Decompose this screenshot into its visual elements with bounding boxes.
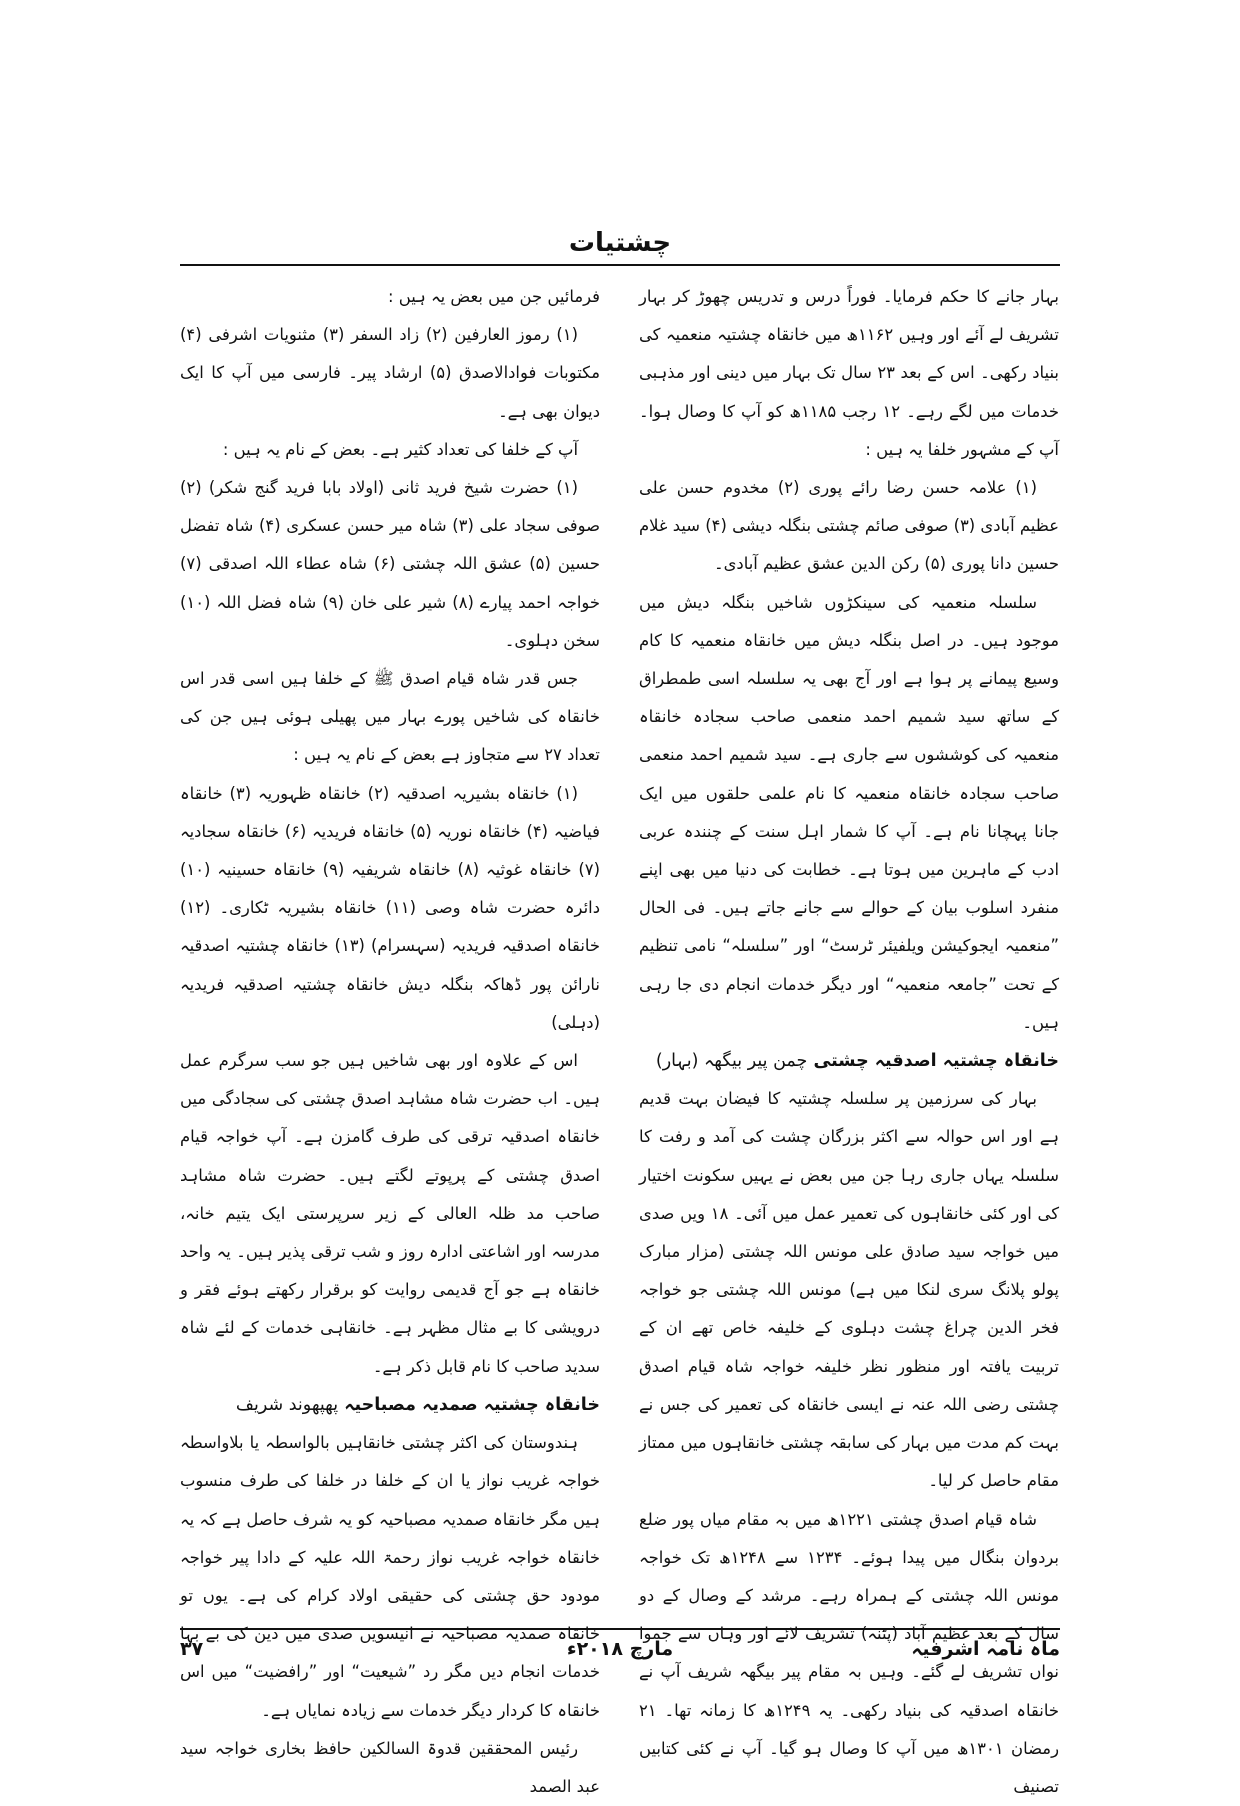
- page-footer: [180, 1638, 1060, 1678]
- paragraph: شاہ قیام اصدق چشتی ۱۲۲۱ھ میں بہ مقام میاں پور ضلع بردوان بنگال میں پیدا ہوئے۔ ۱۲۳۴ سے ۱۲۴۸ھ تک خواجہ مونس اللہ چشتی کے ہمراہ رہے۔ مرشد کے وصال کے دو سال کے بعد عظیم آباد (پٹنہ) تشریف لائے اور وہاں سے جموا نواں تشریف لے گئے۔ وہیں بہ مقام پیر بیگھہ شریف آپ نے خانقاہ اصدقیہ کی بنیاد رکھی۔ یہ ۱۲۴۹ھ کا زمانہ تھا۔ ۲۱ رمضان ۱۳۰۱ھ میں آپ کا وصال ہو گیا۔ آپ نے کئی کتابیں تصنیف: [639, 1501, 1059, 1806]
- section-heading: [639, 1042, 1059, 1080]
- paragraph: ہندوستان کی اکثر چشتی خانقاہیں بالواسطہ یا بلاواسطہ خواجہ غریب نواز یا ان کے خلفا در خلفا کی طرف منسوب ہیں مگر خانقاہ صمدیہ مصباحیہ کو یہ شرف حاصل ہے کہ یہ خانقاہ خواجہ غریب نواز رحمۃ اللہ علیہ کے دادا پیر خواجہ مودود حق چشتی کی حقیقی اولاد کرام کی ہے۔ یوں تو خانقاہ صمدیہ مصباحیہ نے انیسویں صدی میں دین کی بے بہا خدمات انجام دیں مگر رد ”شیعیت“ اور ”رافضیت“ میں اس خانقاہ کا کردار دیگر خدمات سے زیادہ نمایاں ہے۔: [180, 1424, 600, 1730]
- paragraph: (۱) رموز العارفین (۲) زاد السفر (۳) مثنویات اشرفی (۴) مکتوبات فوادالاصدق (۵) ارشاد پیر۔ فارسی میں آپ کا ایک دیوان بھی ہے۔: [180, 316, 600, 431]
- footer-magazine-name: ماہ نامہ اشرفیہ: [911, 1638, 1060, 1660]
- section-heading-sub: چمن پیر بیگھہ (بہار): [656, 1051, 807, 1071]
- paragraph: رئیس المحققین قدوۃ السالکین حافظ بخاری خواجہ سید عبد الصمد: [180, 1730, 600, 1806]
- section-heading: [180, 1386, 600, 1424]
- header-rule: [180, 264, 1060, 266]
- paragraph: سلسلہ منعمیہ کی سینکڑوں شاخیں بنگلہ دیش میں موجود ہیں۔ در اصل بنگلہ دیش میں خانقاہ منعمیہ کا کام وسیع پیمانے پر ہوا ہے اور آج بھی یہ سلسلہ اسی طمطراق کے ساتھ سید شمیم احمد منعمی صاحب سجادہ خانقاہ منعمیہ کی کوششوں سے جاری ہے۔ سید شمیم احمد منعمی صاحب سجادہ خانقاہ منعمیہ کا نام علمی حلقوں میں ایک جانا پہچانا نام ہے۔ آپ کا شمار اہل سنت کے چنندہ عربی ادب کے ماہرین میں ہوتا ہے۔ خطابت کی دنیا میں بھی اپنے منفرد اسلوب بیان کے حوالے سے جانے جاتے ہیں۔ فی الحال ”منعمیہ ایجوکیشن ویلفیئر ٹرسٹ“ اور ”سلسلہ“ نامی تنظیم کے تحت ”جامعہ منعمیہ“ اور دیگر خدمات انجام دی جا رہی ہیں۔: [639, 584, 1059, 1042]
- footer-date: مارچ ۲۰۱۸ء: [180, 1638, 1060, 1660]
- paragraph: آپ کے خلفا کی تعداد کثیر ہے۔ بعض کے نام یہ ہیں :: [180, 431, 600, 469]
- page-header-title: چشتیات: [0, 228, 1240, 258]
- section-heading-main: خانقاہ چشتیہ صمدیہ مصباحیہ: [344, 1395, 600, 1415]
- paragraph: (۱) حضرت شیخ فرید ثانی (اولاد بابا فرید گنج شکر) (۲) صوفی سجاد علی (۳) شاہ میر حسن عسکری (۴) شاہ تفضل حسین (۵) عشق اللہ چشتی (۶) شاہ عطاء اللہ اصدقی (۷) خواجہ احمد پیارے (۸) شیر علی خان (۹) شاہ فضل اللہ (۱۰) سخن دہلوی۔: [180, 469, 600, 660]
- paragraph: جس قدر شاہ قیام اصدق ﷺ کے خلفا ہیں اسی قدر اس خانقاہ کی شاخیں پورے بہار میں پھیلی ہوئی ہیں جن کی تعداد ۲۷ سے متجاوز ہے بعض کے نام یہ ہیں :: [180, 660, 600, 775]
- footer-page-number: ۳۷: [180, 1638, 203, 1660]
- footer-rule: [180, 1628, 1060, 1630]
- paragraph: اس کے علاوہ اور بھی شاخیں ہیں جو سب سرگرم عمل ہیں۔ اب حضرت شاہ مشاہد اصدق چشتی کی سجادگی میں خانقاہ اصدقیہ ترقی کی طرف گامزن ہے۔ آپ خواجہ قیام اصدق چشتی کے پرپوتے لگتے ہیں۔ حضرت شاہ مشاہد صاحب مد ظلہ العالی کے زیر سرپرستی ایک یتیم خانہ، مدرسہ اور اشاعتی ادارہ روز و شب ترقی پذیر ہیں۔ یہ واحد خانقاہ ہے جو آج قدیمی روایت کو برقرار رکھتے ہوئے فقر و درویشی کا بے مثال مظہر ہے۔ خانقاہی خدمات کے لئے شاہ سدید صاحب کا نام قابل ذکر ہے۔: [180, 1042, 600, 1386]
- section-heading-main: خانقاہ چشتیہ اصدقیہ چشتی: [813, 1051, 1059, 1071]
- paragraph: (۱) علامہ حسن رضا رائے پوری (۲) مخدوم حسن علی عظیم آبادی (۳) صوفی صائم چشتی بنگلہ دیشی (۴) سید غلام حسین دانا پوری (۵) رکن الدین عشق عظیم آبادی۔: [639, 469, 1059, 584]
- paragraph: فرمائیں جن میں بعض یہ ہیں :: [180, 278, 600, 316]
- left-column: [180, 278, 600, 1618]
- section-heading-sub: پھپھوند شریف: [236, 1395, 338, 1415]
- right-column: [639, 278, 1059, 1618]
- paragraph: بہار کی سرزمین پر سلسلہ چشتیہ کا فیضان بہت قدیم ہے اور اس حوالہ سے اکثر بزرگان چشت کی آمد و رفت کا سلسلہ یہاں جاری رہا جن میں بعض نے یہیں سکونت اختیار کی اور کئی خانقاہوں کی تعمیر عمل میں آئی۔ ۱۸ ویں صدی میں خواجہ سید صادق علی مونس اللہ چشتی (مزار مبارک پولو پلانگ سری لنکا میں ہے) مونس اللہ چشتی جو خواجہ فخر الدین چراغ چشت دہلوی کے خلیفہ خاص تھے ان کے تربیت یافتہ اور منظور نظر خلیفہ خواجہ شاہ قیام اصدق چشتی رضی اللہ عنہ نے ایسی خانقاہ کی تعمیر کی جس نے بہت کم مدت میں بہار کی سابقہ چشتی خانقاہوں میں ممتاز مقام حاصل کر لیا۔: [639, 1080, 1059, 1500]
- paragraph: بہار جانے کا حکم فرمایا۔ فوراً درس و تدریس چھوڑ کر بہار تشریف لے آئے اور وہیں ۱۱۶۲ھ میں خانقاہ چشتیہ منعمیہ کی بنیاد رکھی۔ اس کے بعد ۲۳ سال تک بہار میں دینی اور مذہبی خدمات میں لگے رہے۔ ۱۲ رجب ۱۱۸۵ھ کو آپ کا وصال ہوا۔ آپ کے مشہور خلفا یہ ہیں :: [639, 278, 1059, 469]
- paragraph: (۱) خانقاہ بشیریہ اصدقیہ (۲) خانقاہ ظہوریہ (۳) خانقاہ فیاضیہ (۴) خانقاہ نوریہ (۵) خانقاہ فریدیہ (۶) خانقاہ سجادیہ (۷) خانقاہ غوثیہ (۸) خانقاہ شریفیہ (۹) خانقاہ حسینیہ (۱۰) دائرہ حضرت شاہ وصی (۱۱) خانقاہ بشیریہ ٹکاری۔ (۱۲) خانقاہ اصدقیہ فریدیہ (سہسرام) (۱۳) خانقاہ چشتیہ اصدقیہ نارائن پور ڈھاکہ بنگلہ دیش خانقاہ چشتیہ اصدقیہ فریدیہ (دہلی): [180, 775, 600, 1042]
